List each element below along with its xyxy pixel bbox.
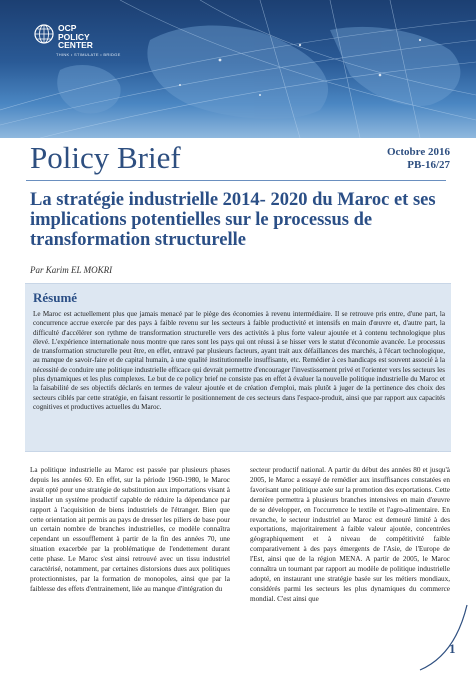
body-column-right: secteur productif national. A partir du début des années 80 et jusqu'à 2005, le Maroc a essayé de remédier aux insuffisances constatées en favorisant une politique axée sur la promotion des exportations. Cette dernière permettra à plusieurs branches intensives en main d'œuvre de se développer, en l'occurrence le textile et l'agro-alimentaire. En revanche, le secteur industriel au Maroc est demeuré limité à des exportations, majoritairement à faible valeur ajoutée, concentrées géographiquement et à niveau de compétitivité faible comparativement à des pays émergents de l'Asie, de l'Europe de l'Est, ainsi que de la région MENA. A partir de 2005, le Maroc connaîtra un tournant par rapport au modèle de politique industrielle adopté, en instaurant une stratégie basée sur les métiers mondiaux, considérés parmi les secteurs les plus dynamiques du commerce mondial. C'est ainsi que <box>250 466 451 603</box>
issue-date: Octobre 2016 <box>386 146 450 158</box>
page-number: 1 <box>449 641 456 656</box>
issue-code: PB-16/27 <box>407 159 450 171</box>
abstract-heading: Résumé <box>33 290 78 305</box>
globe-logo-icon <box>34 24 54 44</box>
series-title: Policy Brief <box>30 140 181 175</box>
header-banner <box>0 0 476 138</box>
world-map-graphic <box>0 0 476 138</box>
corner-decoration <box>415 600 475 674</box>
document-title: La stratégie industrielle 2014- 2020 du Maroc et ses implications potentielles sur le processus de transformation structurelle <box>30 190 436 250</box>
abstract-box <box>25 283 451 452</box>
author-line: Par Karim EL MOKRI <box>30 265 113 275</box>
divider <box>26 180 446 181</box>
ocp-logo <box>34 23 121 64</box>
body-column-left: La politique industrielle au Maroc est passée par plusieurs phases depuis les années 60. En effet, sur la période 1960-1980, le Maroc avait opté pour une stratégie de substitution aux importations visant à installer un système productif capable de réduire la dépendance par rapport à l'acquisition de biens industriels de l'étranger. Bien que cette orientation ait permis au pays de dresser les piliers de base pour un certain nombre de branches industrielles, ce modèle connaîtra cependant un essoufflement à partir de la fin des années 70, une situation exacerbée par la problématique de l'endettement durant cette phase. Le Maroc s'est ainsi retrouvé avec un tissu industriel caractérisé, notamment, par certaines distorsions dues aux politiques protectionnistes, par la formation de monopoles, ainsi que par la faiblesse des effets d'entrainement, liée au manque d'intégration du <box>30 466 230 593</box>
logo-tagline: THINK • STIMULATE • BRIDGE <box>56 52 121 57</box>
abstract-text: Le Maroc est actuellement plus que jamais menacé par le piège des économies à revenu intermédiaire. Il se retrouve pris entre, d'une part, la concurrence accrue exercée par des pays à faible revenu sur les secteurs à faible productivité et intensifs en main d'œuvre et, d'autre part, la difficulté d'accélérer son rythme de transformation structurelle vers des activités à plus forte valeur ajoutée et à contenu technologique plus élevé. L'expérience internationale nous montre que rares sont les pays qui ont réussi à se hisser vers le statut d'économie avancée. Le processus de transformation structurelle peut être, en effet, entravé par plusieurs facteurs, ayant trait aux défaillances des marchés, à l'écart technologique, au manque de savoir-faire et de capital humain, à une qualité institutionnelle insuffisante, etc. Remédier à ces handicaps est souvent associé à la nécessité de conduire une politique industrielle efficace qui devrait permettre d'encourager l'investissement privé et l'orienter vers les secteurs les plus dynamiques et les plus complexes. Le but de ce policy brief ne consiste pas en effet à évaluer la nouvelle politique industrielle du Maroc et la faisabilité de ses objectifs déclarés en termes de valeur ajoutée et de création d'emploi, mais plutôt à juger de la pertinence des choix des secteurs ciblés par cette stratégie, en faisant ressortir le positionnement de ces secteurs dans l'espace-produit, ainsi que par rapport aux capacités cognitives et productives actuelles du Maroc. <box>33 310 445 411</box>
logo-text: OCP POLICY CENTER <box>58 23 93 50</box>
